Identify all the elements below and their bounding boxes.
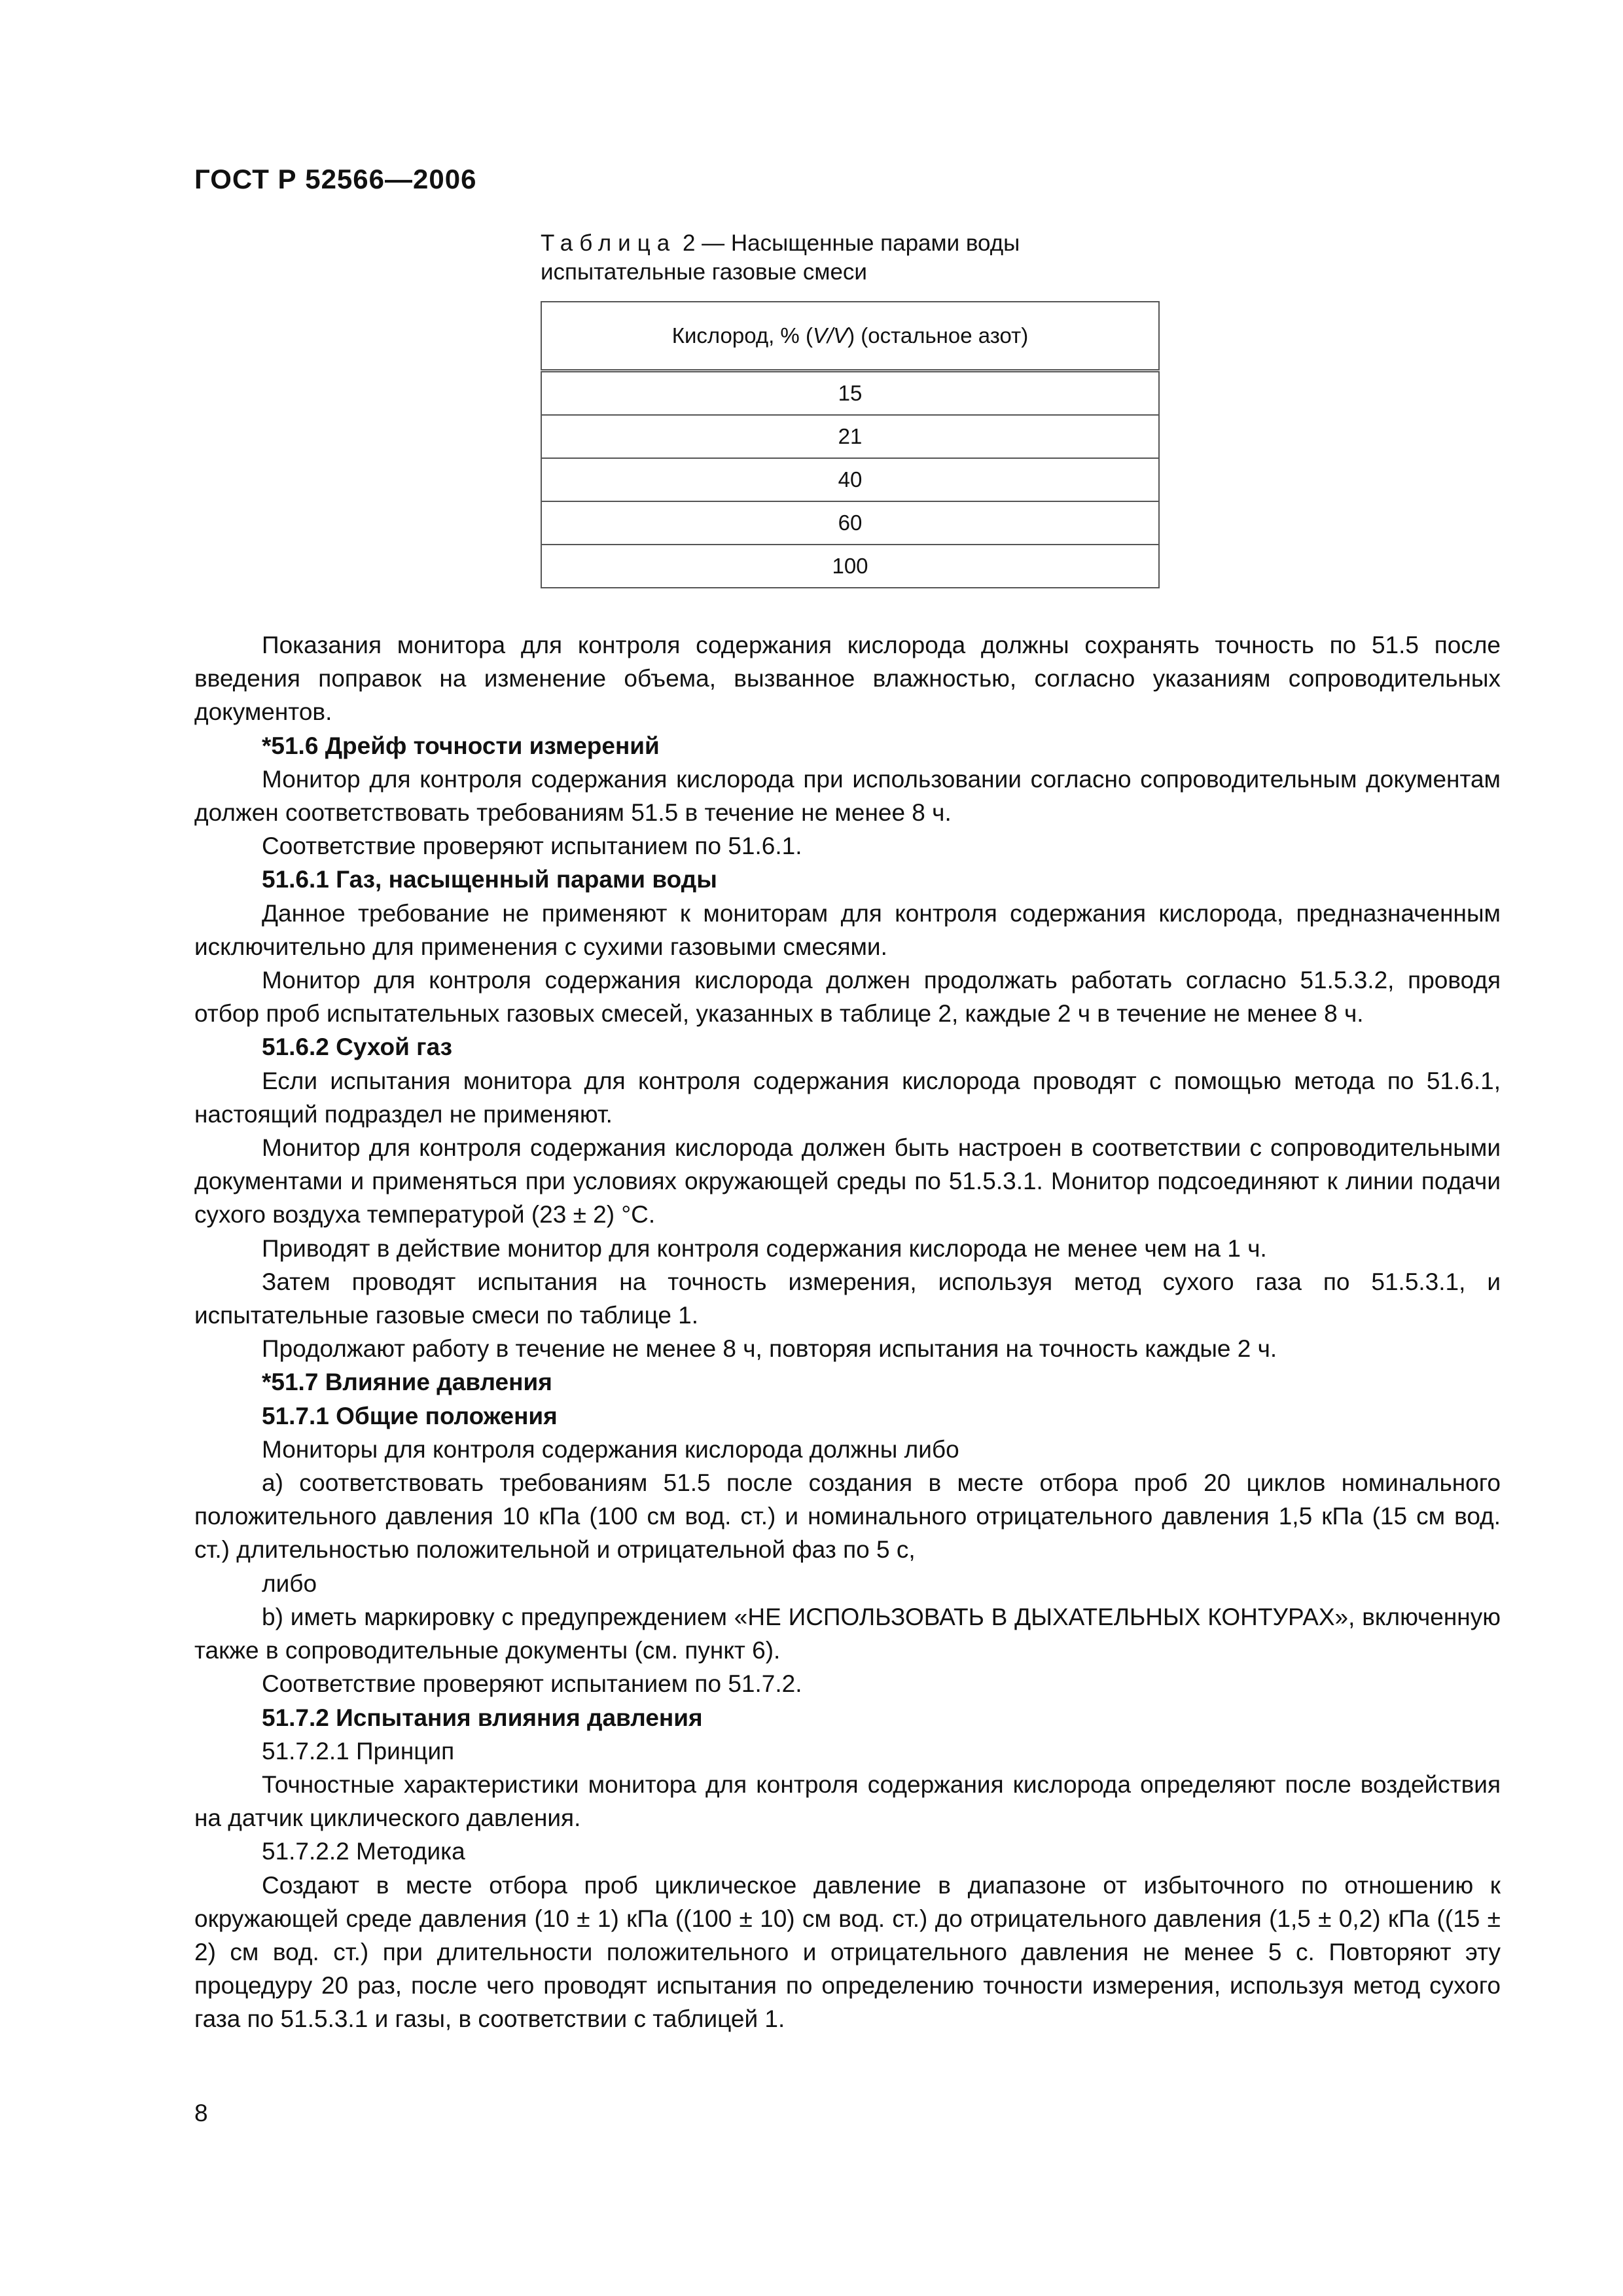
paragraph: Показания монитора для контроля содержания кислорода должны сохранять точность по 51.5 после введения поправок на изменение объема, вызванное влажностью, согласно указаниям сопроводительных документов. xyxy=(194,632,1501,726)
table-caption-word: Таблица xyxy=(541,230,677,256)
table-cell: 60 xyxy=(541,501,1159,545)
paragraph: Точностные характеристики монитора для контроля содержания кислорода определяют после воздействия на датчик циклического давления. xyxy=(194,1770,1501,1832)
table-caption-title-line2: испытательные газовые смеси xyxy=(541,259,867,285)
paragraph: либо xyxy=(262,1570,317,1597)
paragraph: Данное требование не применяют к мониторам для контроля содержания кислорода, предназначенным исключительно для применения с сухими газовыми смесями. xyxy=(194,899,1501,960)
paragraph: Если испытания монитора для контроля содержания кислорода проводят с помощью метода по 51.6.1, настоящий подраздел не применяют. xyxy=(194,1067,1501,1128)
subsection-title: 51.7.2.2 Методика xyxy=(262,1838,465,1865)
section-heading: 51.6.1 Газ, насыщенный парами воды xyxy=(262,866,717,893)
paragraph: Монитор для контроля содержания кислорода при использовании согласно сопроводительным документам должен соответствовать требованиям 51.5 в течение не менее 8 ч. xyxy=(194,765,1501,827)
paragraph: Затем проводят испытания на точность измерения, используя метод сухого газа по 51.5.3.1, и испытательные газовые смеси по таблице 1. xyxy=(194,1268,1501,1329)
document-header: ГОСТ Р 52566—2006 xyxy=(194,164,477,194)
table-caption-title: 2 — Насыщенные парами воды xyxy=(682,230,1020,256)
section-heading: *51.6 Дрейф точности измерений xyxy=(262,732,660,759)
list-item: b) иметь маркировку с предупреждением «НЕ ИСПОЛЬЗОВАТЬ В ДЫХАТЕЛЬНЫХ КОНТУРАХ», включенную также в сопроводительные документы (см. пункт 6). xyxy=(194,1603,1501,1664)
table-column-header xyxy=(541,302,1159,371)
column-header-prefix: Кислород, % ( xyxy=(671,323,813,348)
paragraph: Мониторы для контроля содержания кислорода должны либо xyxy=(262,1435,959,1463)
paragraph: Продолжают работу в течение не менее 8 ч, повторяя испытания на точность каждые 2 ч. xyxy=(262,1335,1277,1363)
paragraph: Монитор для контроля содержания кислорода должен быть настроен в соответствии с сопроводительными документами и применяться при условиях окружающей среды по 51.5.3.1. Монитор подсоединяют к линии подачи сухого воздуха температурой (23 ± 2) °C. xyxy=(194,1134,1501,1229)
paragraph: Монитор для контроля содержания кислорода должен продолжать работать согласно 51.5.3.2, проводя отбор проб испытательных газовых смесей, указанных в таблице 2, каждые 2 ч в течение не менее 8 ч. xyxy=(194,967,1501,1028)
table-cell: 21 xyxy=(541,415,1159,458)
table-cell: 15 xyxy=(541,371,1159,416)
paragraph: Приводят в действие монитор для контроля содержания кислорода не менее чем на 1 ч. xyxy=(262,1234,1267,1262)
section-heading: 51.7.1 Общие положения xyxy=(262,1402,558,1429)
table-cell: 100 xyxy=(541,545,1159,588)
section-heading: *51.7 Влияние давления xyxy=(262,1369,552,1396)
document-body xyxy=(194,628,1501,2036)
section-heading: 51.7.2 Испытания влияния давления xyxy=(262,1704,703,1731)
column-header-unit: V/V xyxy=(812,323,848,348)
table-cell: 40 xyxy=(541,458,1159,501)
paragraph: Создают в месте отбора проб циклическое давление в диапазоне от избыточного по отношению к окружающей среде давления (10 ± 1) кПа ((100 ± 10) см вод. ст.) до отрицательного давления (1,5 ± 0,2) кПа ((15 ± 2) см вод. ст.) при длительности положительного и отрицательного давления не менее 5 с. Повторяют эту процедуру 20 раз, после чего проводят испытания по определению точности измерения, используя метод сухого газа по 51.5.3.1 и газы, в соответствии с таблицей 1. xyxy=(194,1871,1501,2033)
list-item: a) соответствовать требованиям 51.5 после создания в месте отбора проб 20 циклов номинального положительного давления 10 кПа (100 см вод. ст.) и номинального отрицательного давления 1,5 кПа (15 см вод. ст.) длительностью положительной и отрицательной фаз по 5 с, xyxy=(194,1469,1501,1564)
table-caption xyxy=(541,229,1020,287)
section-heading: 51.6.2 Сухой газ xyxy=(262,1033,453,1061)
oxygen-mixtures-table xyxy=(541,301,1160,588)
column-header-suffix: ) (остальное азот) xyxy=(847,323,1029,348)
paragraph: Соответствие проверяют испытанием по 51.6.1. xyxy=(262,833,802,860)
paragraph: Соответствие проверяют испытанием по 51.7.2. xyxy=(262,1670,802,1698)
page-number: 8 xyxy=(194,2100,208,2126)
subsection-title: 51.7.2.1 Принцип xyxy=(262,1737,455,1765)
